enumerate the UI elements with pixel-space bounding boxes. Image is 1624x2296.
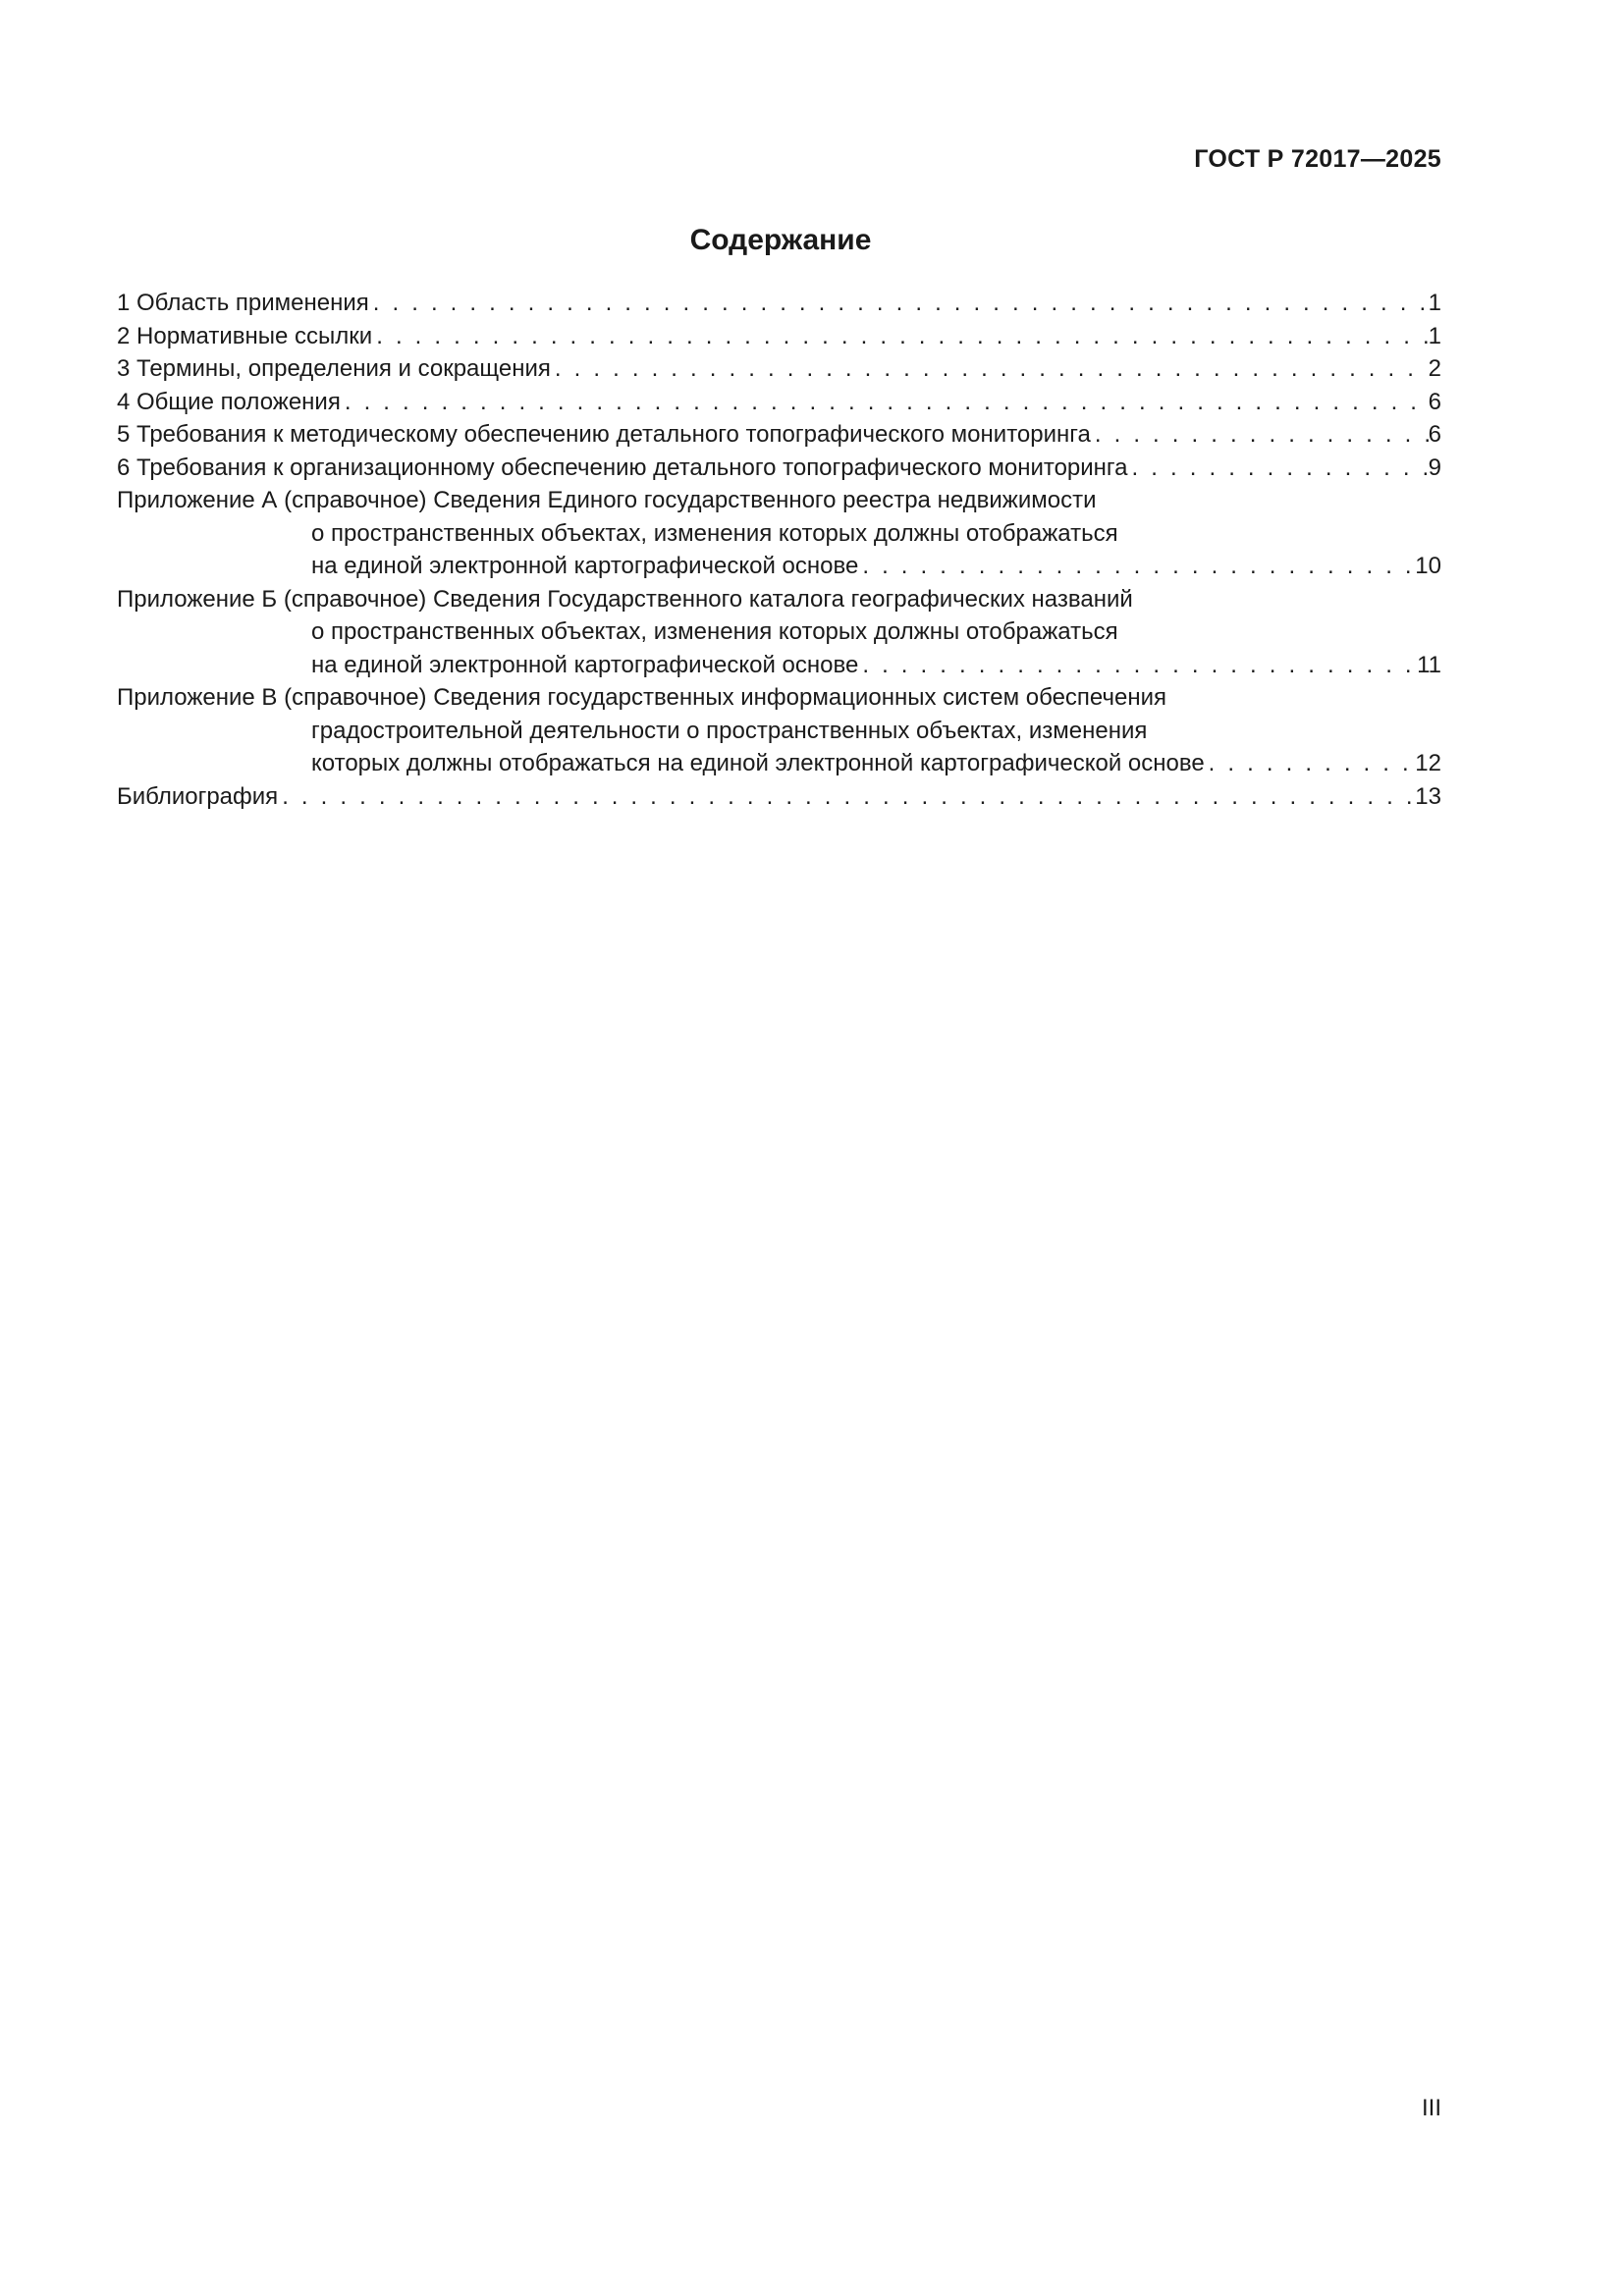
toc-entry-label-line: о пространственных объектах, изменения которых должны отображаться bbox=[311, 519, 1118, 547]
document-code: ГОСТ Р 72017—2025 bbox=[1194, 145, 1441, 173]
toc-entry[interactable] bbox=[117, 418, 1441, 452]
toc-entry-page: 6 bbox=[1428, 388, 1441, 415]
dot-leader bbox=[369, 287, 1429, 320]
toc-entry[interactable] bbox=[117, 386, 1441, 419]
dot-leader bbox=[1128, 452, 1429, 485]
toc-entry-label-line: Приложение А (справочное) Сведения Единого государственного реестра недвижимости bbox=[117, 487, 1097, 513]
dot-leader bbox=[278, 780, 1415, 814]
toc-entry-label-line: градостроительной деятельности о пространственных объектах, изменения bbox=[311, 717, 1148, 744]
dot-leader bbox=[372, 320, 1428, 353]
toc-entry[interactable] bbox=[117, 780, 1441, 814]
toc-entry-label: 1 Область применения bbox=[117, 290, 369, 316]
toc-entry-appendix-b[interactable] bbox=[117, 583, 1441, 682]
toc-entry[interactable] bbox=[117, 452, 1441, 485]
toc-entry-page: 12 bbox=[1415, 750, 1441, 776]
dot-leader bbox=[1205, 747, 1416, 780]
toc-entry-label-line: Приложение Б (справочное) Сведения Государственного каталога географических названий bbox=[117, 585, 1133, 613]
toc-entry-label: 3 Термины, определения и сокращения bbox=[117, 355, 551, 382]
dot-leader bbox=[858, 649, 1417, 682]
toc-entry-label-line: о пространственных объектах, изменения которых должны отображаться bbox=[311, 618, 1118, 645]
dot-leader bbox=[341, 386, 1429, 419]
toc-entry[interactable] bbox=[117, 352, 1441, 386]
toc-entry-page: 6 bbox=[1428, 421, 1441, 448]
toc-entry-label-line: на единой электронной картографической основе bbox=[311, 651, 859, 678]
toc-entry-page: 9 bbox=[1428, 454, 1441, 481]
toc-entry-label: Библиография bbox=[117, 782, 279, 810]
toc-entry[interactable] bbox=[117, 320, 1441, 353]
toc-entry-appendix-a[interactable] bbox=[117, 484, 1441, 583]
toc-entry-page: 13 bbox=[1415, 782, 1441, 810]
dot-leader bbox=[551, 352, 1429, 386]
toc-entry-appendix-v[interactable] bbox=[117, 681, 1441, 780]
toc-entry[interactable] bbox=[117, 287, 1441, 320]
toc-entry-label: 6 Требования к организационному обеспечению детального топографического мониторинга bbox=[117, 454, 1128, 481]
toc-entry-label-line: на единой электронной картографической основе bbox=[311, 553, 859, 579]
toc-title: Содержание bbox=[689, 224, 872, 256]
page-number: III bbox=[1421, 2095, 1441, 2121]
dot-leader bbox=[858, 550, 1415, 583]
toc-entry-page: 1 bbox=[1428, 290, 1441, 316]
toc-entry-page: 2 bbox=[1428, 355, 1441, 382]
toc-entry-label-line: Приложение В (справочное) Сведения государственных информационных систем обеспечения bbox=[117, 684, 1166, 711]
toc-entry-page: 11 bbox=[1417, 651, 1441, 678]
toc-entry-label: 2 Нормативные ссылки bbox=[117, 322, 373, 349]
table-of-contents bbox=[117, 287, 1441, 813]
toc-entry-label-line: которых должны отображаться на единой электронной картографической основе bbox=[311, 750, 1205, 776]
toc-entry-label: 4 Общие положения bbox=[117, 388, 341, 415]
toc-entry-page: 10 bbox=[1415, 553, 1441, 579]
toc-entry-page: 1 bbox=[1428, 322, 1441, 349]
toc-entry-label: 5 Требования к методическому обеспечению детального топографического мониторинга bbox=[117, 421, 1091, 448]
dot-leader bbox=[1091, 418, 1429, 452]
